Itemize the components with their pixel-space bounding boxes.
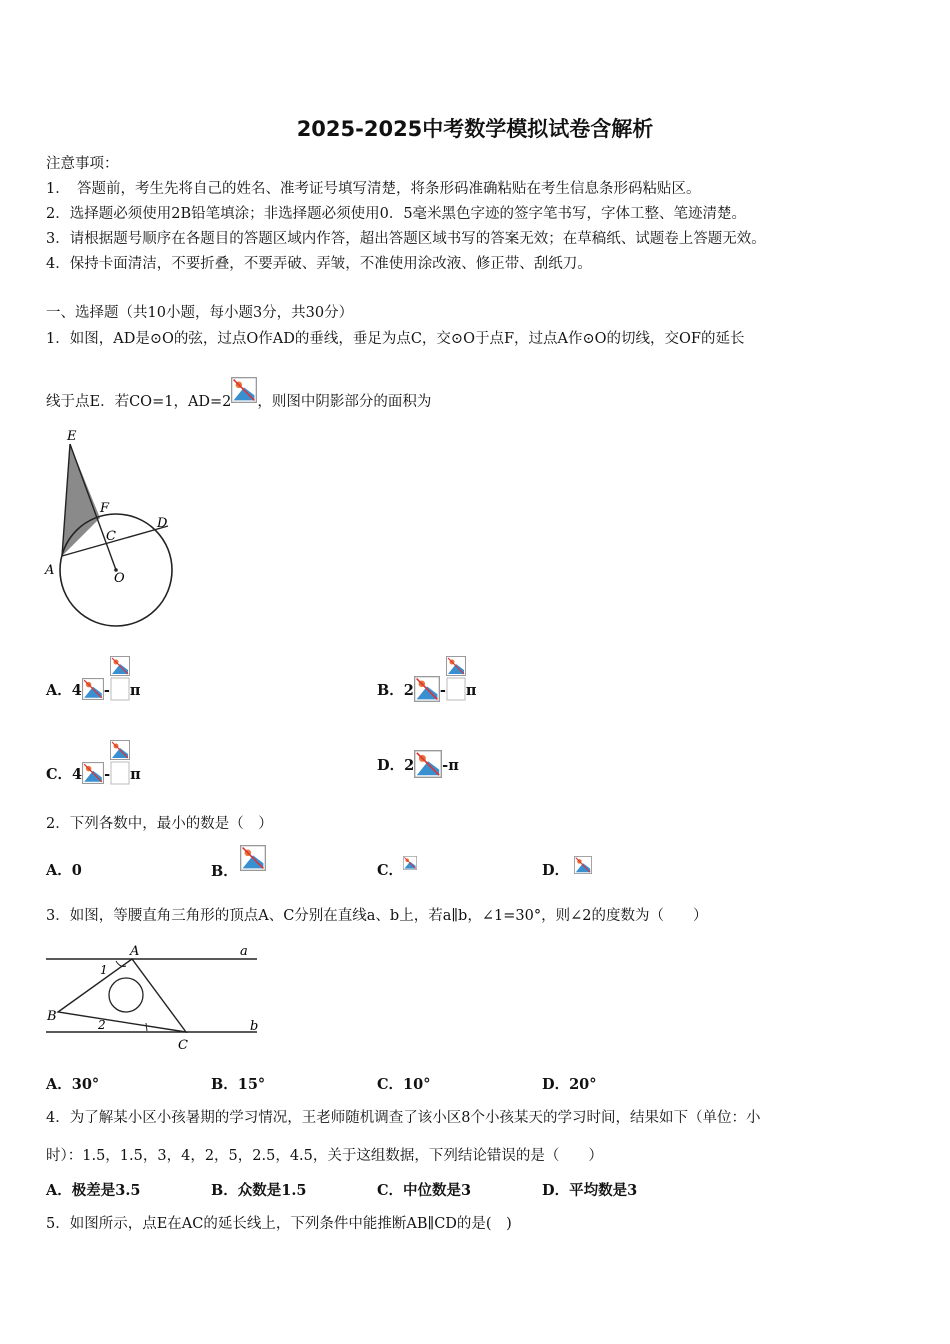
q4-stem-line2: 时）：1.5，1.5，3，4，2，5，2.5，4.5，关于这组数据，下列结论错误的是（ ）: [46, 1148, 603, 1164]
missing-formula-image: [238, 845, 268, 871]
missing-formula-image: [82, 762, 104, 784]
q3-option-d[interactable]: D．20°: [542, 1076, 597, 1093]
page-title: 2025-2025中考数学模拟试卷含解析: [296, 117, 654, 141]
q3-stem: 3．如图，等腰直角三角形的顶点A、C分别在直线a、b上，若a∥b，∠1=30°，则∠2的度数为（ ）: [46, 908, 708, 924]
label-f: F: [100, 501, 110, 516]
q1-stem-line2: [46, 389, 431, 415]
right-angle-mark: [109, 978, 143, 1012]
q1-circle-figure: [40, 428, 180, 633]
missing-formula-image: [403, 853, 417, 873]
missing-formula-image: [414, 750, 442, 778]
q1-stem-part1: 线于点E．若CO=1，AD=2: [46, 394, 232, 410]
label-line-a: a: [240, 944, 248, 959]
q4-option-d[interactable]: D．平均数是3: [542, 1182, 638, 1199]
q2-stem: 2．下列各数中，最小的数是（ ）: [46, 816, 273, 832]
q3-option-b[interactable]: B．15°: [211, 1076, 266, 1093]
q4-stem-line1: 4．为了解某小区小孩暑期的学习情况，王老师随机调查了该小区8个小孩某天的学习时间，结果如下（单位：小: [46, 1110, 761, 1126]
q3-option-a[interactable]: A．30°: [46, 1076, 100, 1093]
missing-formula-image: [414, 676, 440, 702]
section-heading: 一、选择题（共10小题，每小题3分，共30分）: [46, 305, 354, 321]
label-a: A: [45, 563, 55, 578]
q1-option-a[interactable]: A．4 - π: [46, 668, 141, 714]
triangle: [58, 959, 186, 1032]
q5-stem: 5．如图所示，点E在AC的延长线上，下列条件中能推断AB∥CD的是( ): [46, 1216, 512, 1232]
missing-fraction-image: [446, 656, 466, 702]
q1-stem-line1: 1．如图，AD是⊙O的弦，过点O作AD的垂线，垂足为点C，交⊙O于点F，过点A作⊙O的切线，交OF的延长: [46, 331, 745, 347]
label-e: E: [67, 429, 77, 444]
label-line-b: b: [250, 1019, 259, 1034]
notice-item: 3．请根据题号顺序在各题目的答题区域内作答，超出答题区域书写的答案无效；在草稿纸、试题卷上答题无效。: [46, 231, 766, 247]
q2-option-d[interactable]: D．: [542, 859, 597, 880]
q3-option-c[interactable]: C．10°: [377, 1076, 431, 1093]
shaded-region: [62, 444, 100, 556]
label-a: A: [130, 944, 140, 959]
q4-option-a[interactable]: A．极差是3.5: [46, 1182, 141, 1199]
q4-option-c[interactable]: C．中位数是3: [377, 1182, 472, 1199]
missing-fraction-image: [110, 656, 130, 702]
notice-item: 2．选择题必须使用2B铅笔填涂；非选择题必须使用0．5毫米黑色字迹的签字笔书写，字体工整、笔迹清楚。: [46, 206, 747, 222]
missing-fraction-image: [110, 740, 130, 786]
label-angle-1: 1: [100, 963, 108, 977]
label-angle-2: 2: [98, 1018, 106, 1032]
missing-formula-image: [231, 377, 257, 403]
q2-option-c[interactable]: C．: [377, 859, 417, 881]
label-c: C: [178, 1038, 188, 1053]
notice-item: 4．保持卡面清洁，不要折叠，不要弄破、弄皱，不准使用涂改液、修正带、刮纸刀。: [46, 256, 592, 272]
notice-heading: 注意事项：: [46, 156, 119, 172]
q1-option-d[interactable]: D．2 -π: [377, 752, 459, 780]
notice-item: 1． 答题前，考生先将自己的姓名、准考证号填写清楚，将条形码准确粘贴在考生信息条形码粘贴区。: [46, 181, 701, 197]
q1-stem-part2: ，则图中阴影部分的面积为: [257, 394, 432, 410]
q3-triangle-figure: [42, 938, 267, 1056]
label-d: D: [157, 516, 168, 531]
q2-option-a[interactable]: A．0: [46, 862, 82, 879]
q4-option-b[interactable]: B．众数是1.5: [211, 1182, 307, 1199]
q1-option-b[interactable]: B．2 - π: [377, 668, 477, 714]
missing-formula-image: [569, 856, 597, 874]
label-o: O: [114, 571, 125, 586]
q1-option-c[interactable]: C．4 - π: [46, 752, 141, 798]
q2-option-b[interactable]: B．: [211, 859, 268, 885]
label-c: C: [106, 529, 116, 544]
label-b: B: [47, 1009, 57, 1024]
missing-formula-image: [82, 678, 104, 700]
